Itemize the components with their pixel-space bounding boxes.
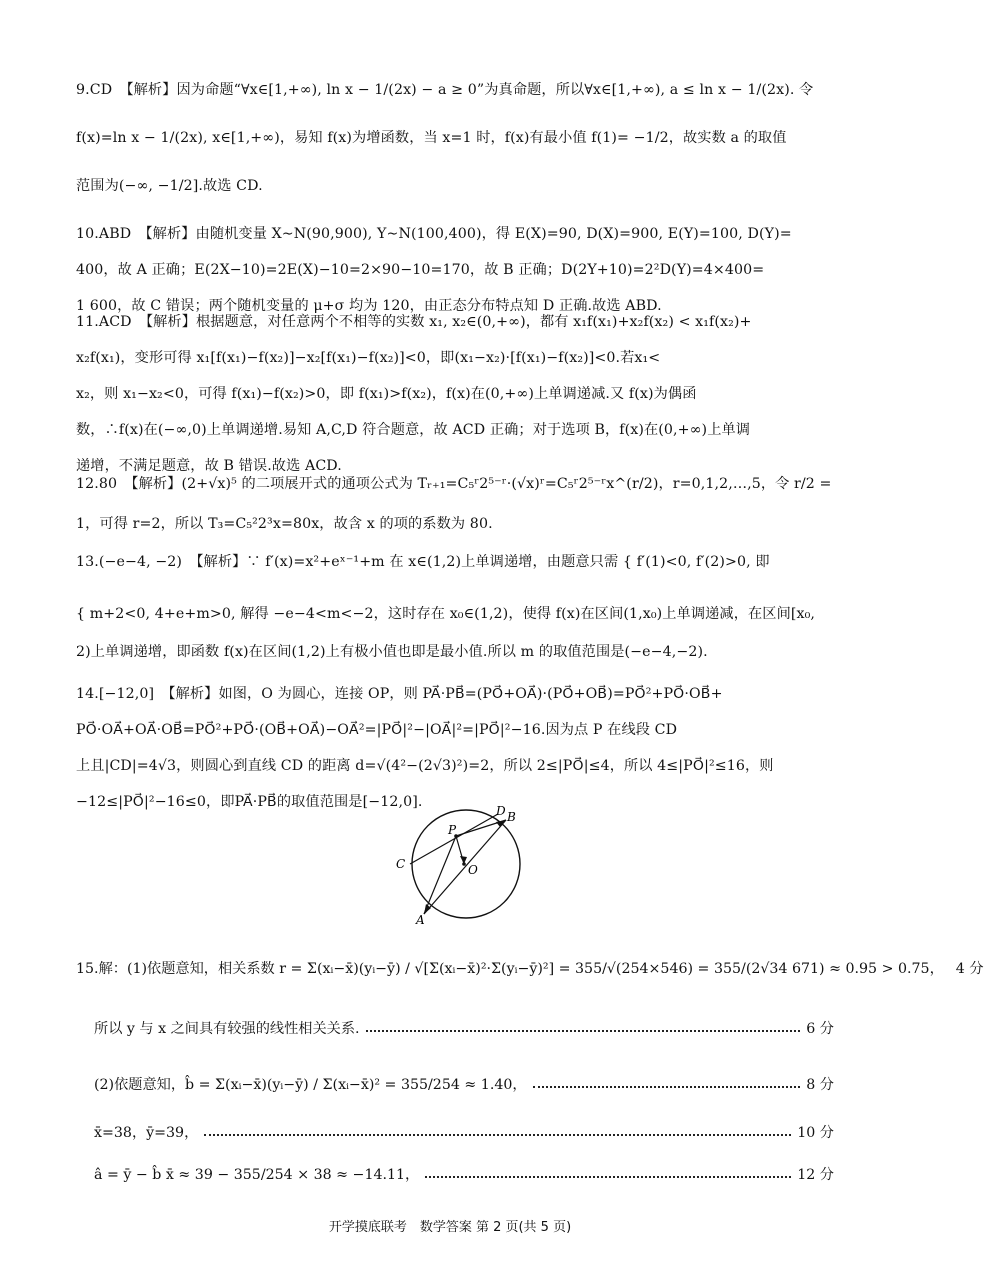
circle-outline: [412, 810, 520, 918]
q9-line-1: 9.CD 【解析】因为命题“∀x∈[1,+∞), ln x − 1/(2x) − a ≥ 0”为真命题，所以∀x∈[1,+∞), a ≤ ln x − 1/(2x). 令: [76, 82, 814, 98]
question-12-solution: [76, 466, 834, 542]
q13-line-2: { m+2<0, 4+e+m>0, 解得 −e−4<m<−2，这时存在 x₀∈(1,2)，使得 f(x)在区间(1,x₀)上单调递减，在区间[x₀,: [76, 606, 815, 622]
q10-line-1: 10.ABD 【解析】由随机变量 X∼N(90,900), Y∼N(100,400)，得 E(X)=90, D(X)=900, E(Y)=100, D(Y)=: [76, 226, 792, 242]
q15-row-2-text: 所以 y 与 x 之间具有较强的线性相关关系.: [94, 1021, 360, 1037]
q14-line-4: −12≤|PO⃗|²−16≤0，即PA⃗·PB⃗的取值范围是[−12,0].: [76, 794, 423, 810]
q15-row-4-text: x̄=38，ȳ=39，: [94, 1125, 199, 1141]
q10-line-2: 400，故 A 正确；E(2X−10)=2E(X)−10=2×90−10=170，故 B 正确；D(2Y+10)=2²D(Y)=4×400=: [76, 262, 765, 278]
circle-diagram: [386, 806, 536, 926]
label-c: C: [396, 857, 406, 871]
dot-leader: [425, 1175, 791, 1178]
vector-pa: [424, 836, 456, 914]
dot-leader: [366, 1029, 801, 1032]
question-13-solution: [76, 544, 834, 670]
q9-line-3: 范围为(−∞, −1/2].故选 CD.: [76, 178, 263, 194]
q9-line-2: f(x)=ln x − 1/(2x), x∈[1,+∞)，易知 f(x)为增函数，当 x=1 时，f(x)有最小值 f(1)= −1/2，故实数 a 的取值: [76, 130, 787, 146]
q15-row-1-points: 4 分: [955, 961, 984, 977]
page-footer: 开学摸底联考 数学答案 第 2 页(共 5 页): [328, 1220, 572, 1235]
point-o: [462, 862, 466, 866]
q15-row-3-points: 8 分: [806, 1077, 834, 1093]
dot-leader: [533, 1085, 801, 1088]
q11-line-3: x₂，则 x₁−x₂<0，可得 f(x₁)−f(x₂)>0，即 f(x₁)>f(x₂)，f(x)在(0,+∞)上单调递减.又 f(x)为偶函: [76, 386, 697, 402]
question-11-solution: [76, 304, 834, 484]
q15-row-5-points: 12 分: [797, 1167, 834, 1183]
q15-row-5: [94, 1158, 834, 1184]
q14-line-2: PO⃗·OA⃗+OA⃗·OB⃗=PO⃗²+PO⃗·(OB⃗+OA⃗)−OA⃗²=|PO⃗|²−|OA⃗|²=|PO⃗|²−16.因为点 P 在线段 CD: [76, 722, 678, 738]
q13-line-1: 13.(−e−4, −2) 【解析】∵ f′(x)=x²+eˣ⁻¹+m 在 x∈(1,2)上单调递增，由题意只需 { f′(1)<0, f′(2)>0, 即: [76, 554, 770, 570]
dot-leader: [204, 1133, 791, 1136]
q15-row-3: [94, 1068, 834, 1094]
q15-row-1-text: 15.解：(1)依题意知，相关系数 r = Σ(xᵢ−x̄)(yᵢ−ȳ) / √[Σ(xᵢ−x̄)²·Σ(yᵢ−ȳ)²] = 355/√(254×546) = 355/(2√34 671) ≈ 0.95 > 0.75，: [76, 961, 944, 977]
q11-line-5: 递增，不满足题意，故 B 错误.故选 ACD.: [76, 458, 342, 474]
q15-row-2-points: 6 分: [806, 1021, 834, 1037]
q10-line-3: 1 600，故 C 错误；两个随机变量的 μ+σ 均为 120，由正态分布特点知 D 正确.故选 ABD.: [76, 298, 662, 314]
q13-line-3: 2)上单调递增，即函数 f(x)在区间(1,2)上有极小值也即是最小值.所以 m 的取值范围是(−e−4,−2).: [76, 644, 708, 660]
chord-cd: [410, 814, 498, 864]
q15-row-3-text: (2)依题意知，b̂ = Σ(xᵢ−x̄)(yᵢ−ȳ) / Σ(xᵢ−x̄)² = 355/254 ≈ 1.40，: [94, 1077, 527, 1093]
question-14-solution: [76, 676, 834, 820]
q11-line-4: 数，∴f(x)在(−∞,0)上单调递增.易知 A,C,D 符合题意，故 ACD 正确；对于选项 B，f(x)在(0,+∞)上单调: [76, 422, 751, 438]
question-9-solution: [76, 72, 834, 204]
q11-line-1: 11.ACD 【解析】根据题意，对任意两个不相等的实数 x₁, x₂∈(0,+∞)，都有 x₁f(x₁)+x₂f(x₂) < x₁f(x₂)+: [76, 314, 752, 330]
q15-row-2: [94, 1012, 834, 1038]
q15-row-5-text: â = ȳ − b̂ x̄ ≈ 39 − 355/254 × 38 ≈ −14.11，: [94, 1167, 420, 1183]
label-d: D: [496, 804, 506, 818]
q15-row-4: [94, 1116, 834, 1142]
arrow-a: [424, 904, 431, 914]
line-ab: [424, 820, 506, 914]
label-a: A: [416, 913, 425, 927]
q11-line-2: x₂f(x₁)，变形可得 x₁[f(x₁)−f(x₂)]−x₂[f(x₁)−f(x₂)]<0，即(x₁−x₂)·[f(x₁)−f(x₂)]<0.若x₁<: [76, 350, 661, 366]
q12-line-2: 1，可得 r=2，所以 T₃=C₅²2³x=80x，故含 x 的项的系数为 80.: [76, 516, 493, 532]
q12-line-1: 12.80 【解析】(2+√x)⁵ 的二项展开式的通项公式为 Tᵣ₊₁=C₅ʳ2⁵⁻ʳ·(√x)ʳ=C₅ʳ2⁵⁻ʳx^(r/2)，r=0,1,2,…,5，令 r/2 =: [76, 476, 832, 492]
label-o: O: [468, 863, 478, 877]
label-b: B: [507, 810, 516, 824]
q14-line-3: 上且|CD|=4√3，则圆心到直线 CD 的距离 d=√(4²−(2√3)²)=2，所以 2≤|PO⃗|≤4，所以 4≤|PO⃗|²≤16，则: [76, 758, 774, 774]
label-p: P: [448, 823, 457, 837]
q15-row-1: [76, 952, 984, 978]
q14-line-1: 14.[−12,0] 【解析】如图，O 为圆心，连接 OP，则 PA⃗·PB⃗=(PO⃗+OA⃗)·(PO⃗+OB⃗)=PO⃗²+PO⃗·OB⃗+: [76, 686, 723, 702]
q15-row-4-points: 10 分: [797, 1125, 834, 1141]
